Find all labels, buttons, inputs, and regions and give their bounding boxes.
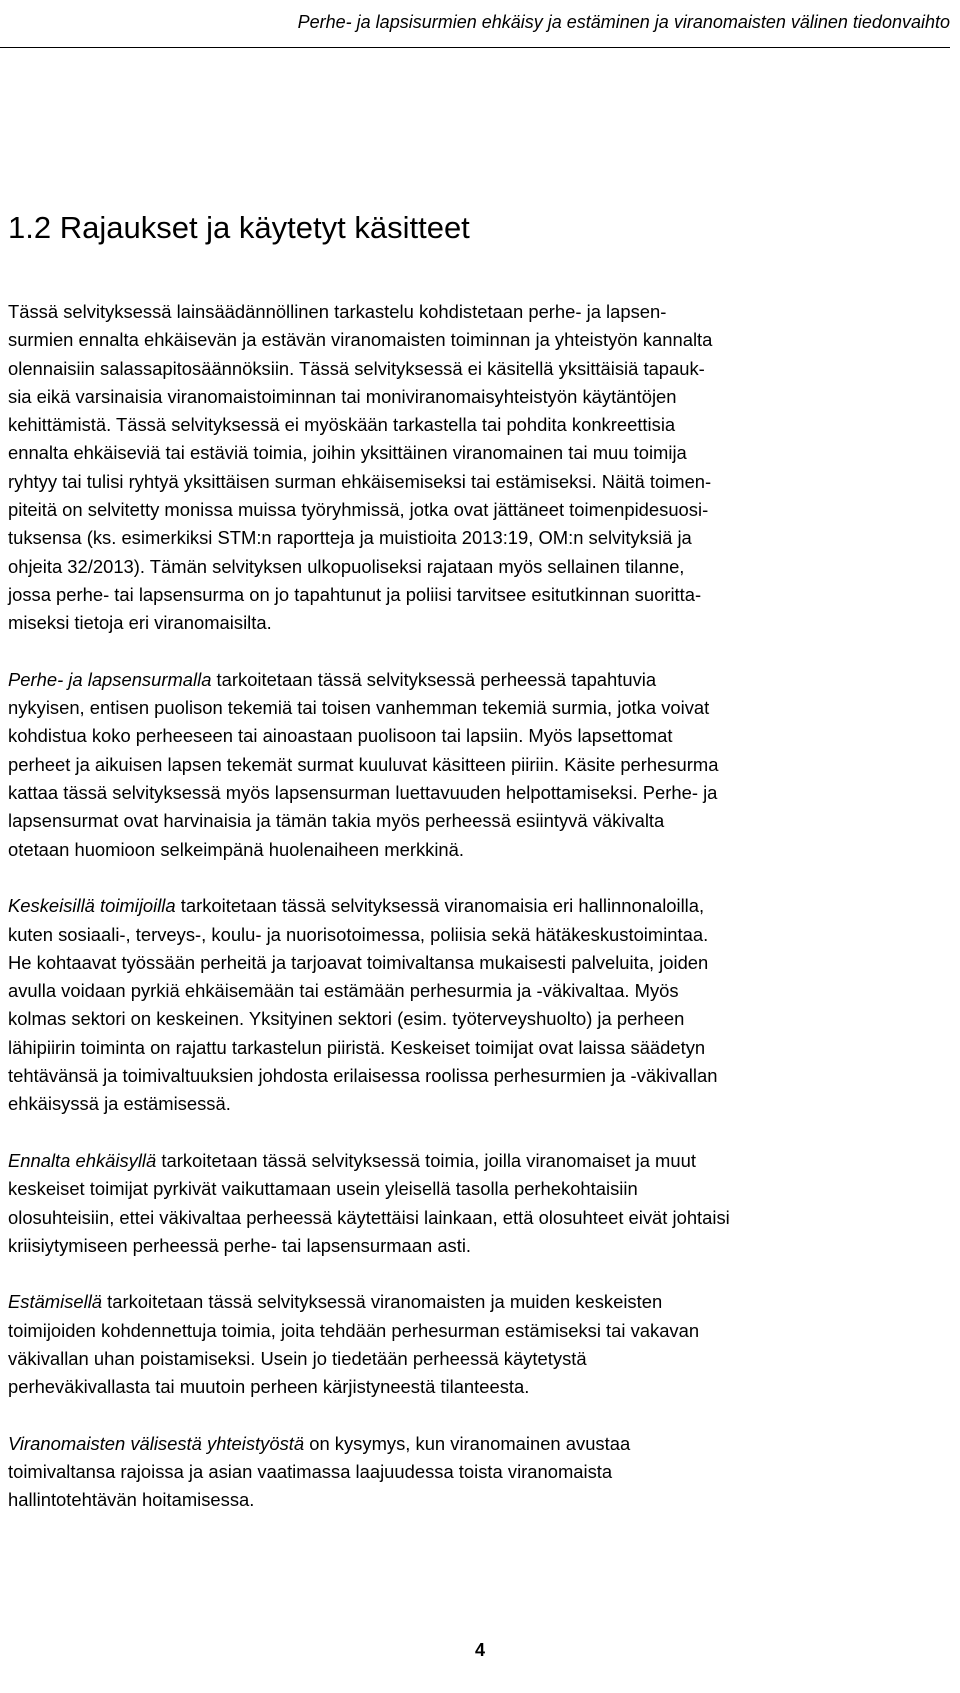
text-line: tuksensa (ks. esimerkiksi STM:n raportteja ja muistioita 2013:19, OM:n selvityksiä ja bbox=[8, 527, 692, 549]
text-line: ryhtyy tai tulisi ryhtyä yksittäisen surman ehkäisemiseksi tai estämiseksi. Näitä toimen- bbox=[8, 470, 712, 492]
text-line: surmien ennalta ehkäisevän ja estävän viranomaisten toiminnan ja yhteistyön kannalta bbox=[8, 329, 713, 351]
text-line: Tässä selvityksessä lainsäädännöllinen tarkastelu kohdistetaan perhe- ja lapsen- bbox=[8, 301, 667, 322]
text-line: olosuhteisiin, ettei väkivaltaa perheessä käytettäisi lainkaan, että olosuhteet eivät johtaisi bbox=[8, 1206, 730, 1228]
text-line: kriisiytymiseen perheessä perhe- tai lapsensurmaan asti. bbox=[8, 1234, 472, 1256]
definition-text: tarkoitetaan tässä selvityksessä toimia, joilla viranomaiset ja muut bbox=[156, 1149, 696, 1171]
text-line: tehtävänsä ja toimivaltuuksien johdosta erilaisessa roolissa perhesurmien ja -väkivallan bbox=[8, 1065, 718, 1087]
body-content bbox=[8, 298, 948, 1543]
defined-term: Estämisellä bbox=[8, 1291, 103, 1313]
section-heading: 1.2 Rajaukset ja käytetyt käsitteet bbox=[8, 210, 470, 245]
text-line: toimivaltansa rajoissa ja asian vaatimassa laajuudessa toista viranomaista bbox=[8, 1461, 613, 1483]
text-line: keskeiset toimijat pyrkivät vaikuttamaan usein yleisellä tasolla perhekohtaisiin bbox=[8, 1178, 638, 1200]
paragraph-definition-prevention bbox=[8, 1147, 948, 1260]
text-line: kuten sosiaali-, terveys-, koulu- ja nuorisotoimessa, poliisia sekä hätäkeskustoimintaa. bbox=[8, 923, 709, 945]
running-header-title: Perhe- ja lapsisurmien ehkäisy ja estäminen ja viranomaisten välinen tiedonvaihto bbox=[297, 12, 950, 32]
defined-term: Viranomaisten välisestä yhteistyöstä bbox=[8, 1432, 305, 1454]
defined-term: Ennalta ehkäisyllä bbox=[8, 1149, 157, 1171]
text-line: lapsensurmat ovat harvinaisia ja tämän takia myös perheessä esiintyvä väkivalta bbox=[8, 810, 665, 832]
text-line: perheväkivallasta tai muutoin perheen kärjistyneestä tilanteesta. bbox=[8, 1376, 530, 1398]
text-line bbox=[8, 1288, 948, 1316]
text-line: lähipiirin toiminta on rajattu tarkastelun piiristä. Keskeiset toimijat ovat laissa säädetyn bbox=[8, 1036, 706, 1058]
text-line: ohjeita 32/2013). Tämän selvityksen ulkopuoliseksi rajataan myös sellainen tilanne, bbox=[8, 555, 685, 577]
paragraph-scope bbox=[8, 298, 948, 638]
paragraph-definition-cooperation bbox=[8, 1430, 948, 1515]
text-line: kolmas sektori on keskeinen. Yksityinen sektori (esim. työterveyshuolto) ja perheen bbox=[8, 1008, 685, 1030]
text-line: ennalta ehkäiseviä tai estäviä toimia, joihin yksittäinen viranomainen tai muu toimija bbox=[8, 442, 687, 464]
definition-text: tarkoitetaan tässä selvityksessä viranomaisten ja muiden keskeisten bbox=[102, 1291, 663, 1313]
definition-text: on kysymys, kun viranomainen avustaa bbox=[304, 1432, 631, 1454]
text-line: nykyisen, entisen puolison tekemiä tai toisen vanhemman tekemiä surmia, jotka voivat bbox=[8, 697, 710, 719]
text-line: perheet ja aikuisen lapsen tekemät surmat kuuluvat käsitteen piiriin. Käsite perhesurma bbox=[8, 753, 719, 775]
text-line: miseksi tietoja eri viranomaisilta. bbox=[8, 612, 272, 634]
text-line: toimijoiden kohdennettuja toimia, joita tehdään perhesurman estämiseksi tai vakavan bbox=[8, 1319, 700, 1341]
text-line: avulla voidaan pyrkiä ehkäisemään tai estämään perhesurmia ja -väkivaltaa. Myös bbox=[8, 980, 679, 1002]
paragraph-definition-key-actors bbox=[8, 892, 948, 1118]
definition-text: tarkoitetaan tässä selvityksessä perheessä tapahtuvia bbox=[211, 668, 657, 690]
text-line: jossa perhe- tai lapsensurma on jo tapahtunut ja poliisi tarvitsee esitutkinnan suoritta- bbox=[8, 583, 702, 605]
text-line bbox=[8, 1147, 948, 1175]
running-header bbox=[0, 10, 950, 48]
text-line: kattaa tässä selvityksessä myös lapsensurman luettavuuden helpottamiseksi. Perhe- ja bbox=[8, 782, 718, 804]
text-line: kehittämistä. Tässä selvityksessä ei myöskään tarkastella tai pohdita konkreettisia bbox=[8, 414, 676, 436]
text-line bbox=[8, 892, 948, 920]
defined-term: Keskeisillä toimijoilla bbox=[8, 895, 176, 917]
text-line: hallintotehtävän hoitamisessa. bbox=[8, 1489, 255, 1511]
text-line: väkivallan uhan poistamiseksi. Usein jo tiedetään perheessä käytetystä bbox=[8, 1347, 587, 1369]
paragraph-definition-obstruction bbox=[8, 1288, 948, 1401]
text-line: otetaan huomioon selkeimpänä huolenaiheen merkkinä. bbox=[8, 838, 464, 860]
text-line: kohdistua koko perheeseen tai ainoastaan puolisoon tai lapsiin. Myös lapsettomat bbox=[8, 725, 673, 747]
text-line bbox=[8, 666, 948, 694]
text-line: He kohtaavat työssään perheitä ja tarjoavat toimivaltansa mukaisesti palveluita, joiden bbox=[8, 951, 709, 973]
definition-text: tarkoitetaan tässä selvityksessä viranomaisia eri hallinnonaloilla, bbox=[175, 895, 705, 917]
defined-term: Perhe- ja lapsensurmalla bbox=[8, 668, 212, 690]
text-line: piteitä on selvitetty monissa muissa työryhmissä, jotka ovat jättäneet toimenpidesuosi- bbox=[8, 499, 709, 521]
paragraph-definition-family-homicide bbox=[8, 666, 948, 864]
text-line: olennaisiin salassapitosäännöksiin. Tässä selvityksessä ei käsitellä yksittäisiä tapauk- bbox=[8, 357, 705, 379]
text-line: sia eikä varsinaisia viranomaistoiminnan tai moniviranomaisyhteistyön käytäntöjen bbox=[8, 385, 677, 407]
text-line bbox=[8, 1430, 948, 1458]
page-number: 4 bbox=[474, 1640, 485, 1660]
text-line: ehkäisyssä ja estämisessä. bbox=[8, 1093, 231, 1115]
